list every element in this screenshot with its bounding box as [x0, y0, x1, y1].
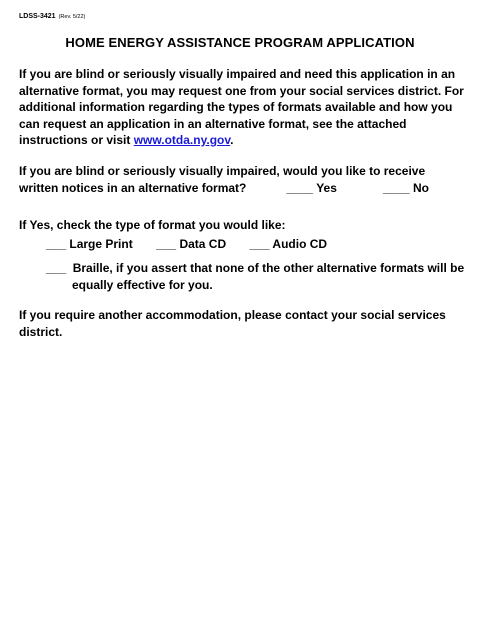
form-revision: (Rev. 5/22): [58, 14, 86, 20]
yes-label: Yes: [316, 180, 337, 195]
large-print-blank-field[interactable]: ___: [46, 237, 67, 251]
braille-label: Braille, if you assert that none of the other alternative formats will be: [72, 261, 465, 275]
alternative-format-paragraph: [19, 66, 464, 149]
no-label: No: [412, 180, 429, 195]
large-print-option: [46, 237, 136, 251]
alternative-format-text: If you are blind or seriously visually impaired and need this application in an alternative format, you may request one from your social services district. For additional information regarding the types of formats available and how you can request an application in an alternative format, see the attached instructions or visit: [19, 67, 464, 147]
braille-option: [46, 260, 466, 293]
audio-cd-label: Audio CD: [272, 237, 328, 251]
no-blank-field[interactable]: ____: [382, 180, 410, 195]
format-type-prompt: If Yes, check the type of format you would like:: [19, 218, 286, 232]
data-cd-option: [156, 237, 229, 251]
audio-cd-option: [249, 237, 327, 251]
form-number: LDSS-3421: [19, 13, 56, 20]
braille-label-continued: equally effective for you.: [72, 277, 213, 292]
otda-website-link[interactable]: www.otda.ny.gov: [133, 133, 231, 147]
form-identifier: [19, 13, 85, 20]
accommodation-paragraph: If you require another accommodation, please contact your social services district.: [19, 308, 446, 339]
page-title: HOME ENERGY ASSISTANCE PROGRAM APPLICATION: [65, 35, 415, 50]
data-cd-label: Data CD: [179, 237, 227, 251]
braille-blank-field[interactable]: ___: [46, 261, 67, 275]
large-print-label: Large Print: [69, 237, 133, 251]
data-cd-blank-field[interactable]: ___: [156, 237, 177, 251]
format-options-row: [46, 237, 347, 251]
written-notices-text: If you are blind or seriously visually impaired, would you like to receive written notices in an alternative format?: [19, 164, 426, 195]
yes-blank-field[interactable]: ____: [286, 180, 314, 195]
written-notices-question: [19, 163, 464, 196]
audio-cd-blank-field[interactable]: ___: [249, 237, 270, 251]
paragraph-end: .: [230, 133, 234, 147]
